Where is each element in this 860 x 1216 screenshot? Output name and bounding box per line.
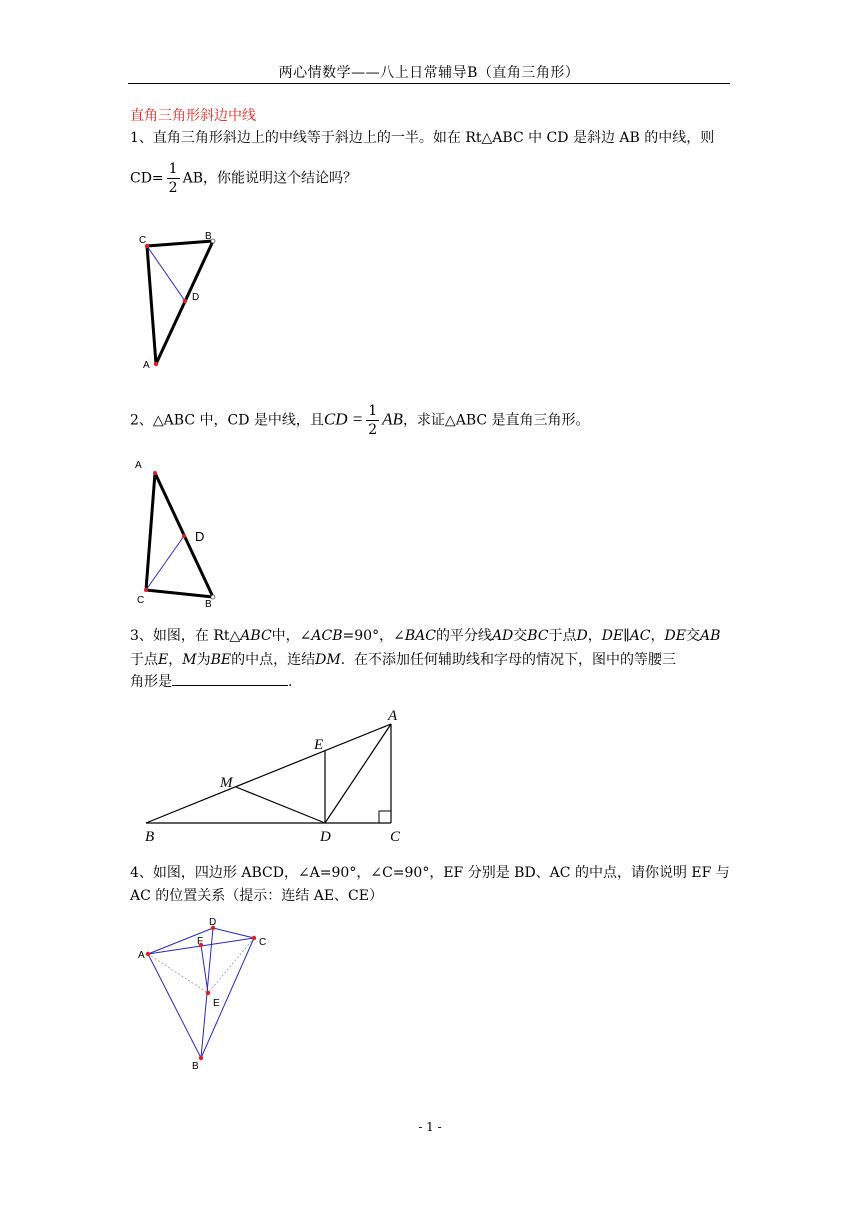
q3-math: DE	[664, 628, 686, 644]
q2-median-cd	[146, 536, 184, 590]
q2-pre: 2、△ABC 中，CD 是中线，且	[130, 412, 324, 429]
q1-point-a	[154, 362, 158, 366]
q2-frac-num: 1	[368, 403, 378, 419]
q3-text: 于点	[548, 628, 577, 644]
q3-text: 中，∠	[271, 628, 312, 644]
q3-text: 3、如图，在 Rt△	[130, 628, 241, 644]
q1-median-cd	[147, 246, 185, 301]
q1-side-ac	[147, 246, 156, 364]
q4-label-f: F	[197, 936, 204, 947]
q1-pre: CD=	[130, 170, 164, 187]
q3-text: 交	[685, 628, 700, 644]
q4-line2: AC 的位置关系（提示：连结 AE、CE）	[130, 888, 383, 904]
q1-side-cb	[147, 241, 213, 246]
q3-text: =90°，∠	[342, 628, 405, 644]
q3-math: M	[182, 652, 197, 668]
q3-text: 的平分线	[435, 628, 492, 644]
q4-line-ab	[148, 954, 201, 1058]
q2-frac-den: 2	[368, 422, 378, 438]
q3-line-dm	[236, 787, 325, 823]
q1-post: AB，你能说明这个结论吗？	[182, 170, 357, 187]
q3-label-e: E	[314, 737, 324, 753]
q4-label-d: D	[209, 917, 217, 928]
q2-math-left: CD =	[323, 409, 364, 429]
q3-label-b: B	[145, 829, 155, 845]
q3-label-m: M	[220, 775, 233, 791]
q3-math: AB	[699, 628, 721, 644]
q4-line-dc	[213, 928, 254, 938]
q3-text: 为	[196, 652, 211, 668]
q2-label-a: A	[135, 460, 142, 471]
q2-fraction	[366, 402, 379, 439]
q3-math: E	[158, 652, 169, 668]
q3-text: ，	[168, 652, 183, 668]
q1-point-d	[183, 299, 187, 303]
q4-line-cb	[201, 938, 254, 1058]
q2-math-right: AB	[382, 409, 403, 429]
q4-label-a: A	[138, 950, 145, 961]
q4-line-ce-dotted	[208, 938, 254, 993]
q3-text: ，	[587, 628, 602, 644]
q3-text: 的中点，连结	[231, 652, 316, 668]
q2-point-d	[182, 534, 186, 538]
q4-line-ad	[148, 928, 213, 954]
q1-label-b: B	[205, 231, 212, 242]
q1-frac-den: 2	[168, 180, 178, 196]
q4-point-a	[146, 952, 150, 956]
q2-label-b: B	[205, 599, 212, 610]
section-title: 直角三角形斜边中线	[130, 108, 256, 124]
q2-label-c: C	[137, 595, 145, 606]
q4-point-b	[199, 1056, 203, 1060]
q3-math: DE∥AC	[601, 628, 651, 644]
q3-line1	[130, 625, 720, 647]
q3-math: BE	[210, 652, 232, 668]
q4-point-e	[206, 991, 210, 995]
q3-label-d: D	[320, 829, 331, 845]
q4-point-c	[252, 936, 256, 940]
q3-label-a: A	[388, 708, 398, 724]
q3-text: 在不添加任何辅助线和字母的情况下，图中的等腰三	[354, 652, 677, 668]
q2-label-d: D	[195, 529, 205, 544]
q1-label-a: A	[143, 360, 150, 371]
q3-math: BAC	[404, 628, 436, 644]
q3-math: ACB	[311, 628, 343, 644]
answer-blank[interactable]	[172, 671, 288, 686]
q4-line-fe	[201, 945, 208, 993]
q4-line-ae-dotted	[148, 954, 208, 993]
q4-line1: 4、如图，四边形 ABCD，∠A=90°，∠C=90°，EF 分别是 BD、AC 的中点，请你说明 EF 与	[130, 865, 730, 881]
page-header: 两心情数学——八上日常辅导B（直角三角形）	[278, 65, 580, 81]
q3-math: D	[576, 628, 588, 644]
q4-label-b: B	[192, 1061, 199, 1072]
q3-text: ，	[650, 628, 665, 644]
q2-line	[130, 402, 590, 439]
q1-line1: 1、直角三角形斜边上的中线等于斜边上的一半。如在 Rt△ABC 中 CD 是斜边 AB 的中线，则	[130, 130, 715, 146]
q3-right-angle-mark	[379, 811, 391, 823]
q2-side-bc	[146, 590, 213, 597]
q3-label-c: C	[390, 829, 401, 845]
q3-line3	[130, 671, 292, 693]
q3-line2	[130, 649, 676, 671]
q3-text: 于点	[130, 652, 158, 668]
q3-math: AD	[491, 628, 514, 644]
q3-text: .	[288, 674, 293, 690]
q3-text: 角形是	[130, 674, 172, 690]
q3-math: ABC	[240, 628, 272, 644]
q3-math: DM.	[315, 652, 346, 668]
q1-label-c: C	[139, 235, 147, 246]
q2-post: ，求证△ABC 是直角三角形。	[402, 412, 590, 429]
q4-label-e: E	[213, 998, 220, 1009]
q1-frac-num: 1	[168, 161, 178, 177]
q2-point-a	[153, 471, 157, 475]
q4-label-c: C	[259, 937, 267, 948]
q2-side-ca	[146, 473, 155, 590]
q2-point-c	[144, 588, 148, 592]
q3-text: 交	[513, 628, 528, 644]
q1-label-d: D	[192, 292, 200, 303]
q3-line-ad	[325, 724, 391, 823]
q3-math: BC	[527, 628, 549, 644]
q3-line-ba	[146, 724, 391, 823]
page-number: - 1 -	[418, 1120, 442, 1134]
